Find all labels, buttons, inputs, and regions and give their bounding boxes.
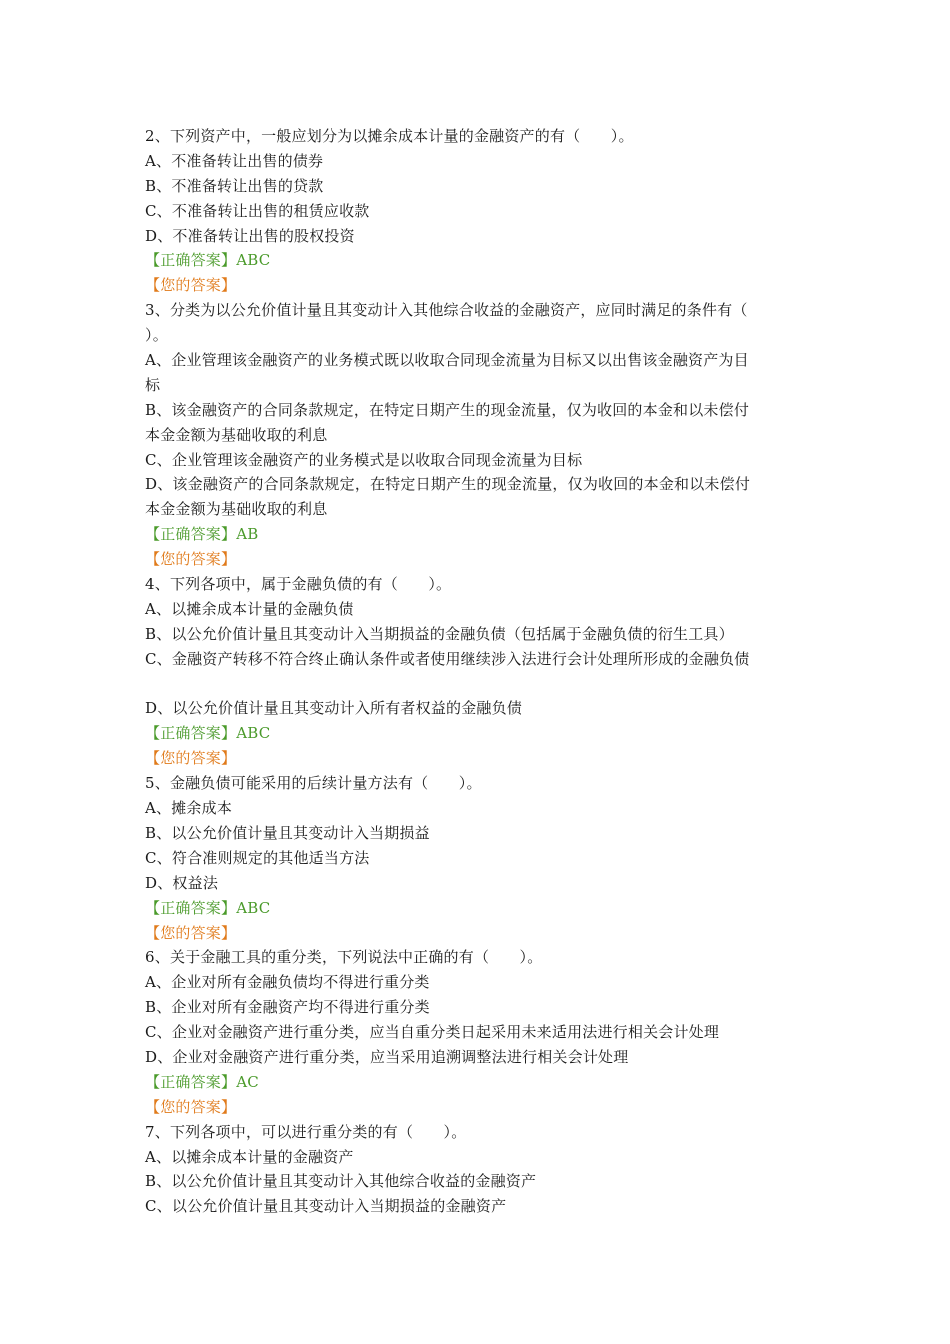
question-list xyxy=(145,124,810,1219)
question-stem: 3、分类为以公允价值计量且其变动计入其他综合收益的金融资产，应同时满足的条件有（ xyxy=(145,301,748,320)
question-stem: 6、关于金融工具的重分类，下列说法中正确的有（ ）。 xyxy=(145,948,543,967)
correct-answer: 【正确答案】AB xyxy=(145,525,259,544)
answer-option: C、符合准则规定的其他适当方法 xyxy=(145,848,370,867)
answer-option: A、企业管理该金融资产的业务模式既以收取合同现金流量为目标又以出售该金融资产为目 xyxy=(145,351,749,370)
answer-option: A、以摊余成本计量的金融负债 xyxy=(145,599,354,618)
question-block xyxy=(145,298,810,572)
answer-option: 本金金额为基础收取的利息 xyxy=(145,500,328,519)
answer-option: D、以公允价值计量且其变动计入所有者权益的金融负债 xyxy=(145,699,523,718)
answer-option: B、以公允价值计量且其变动计入其他综合收益的金融资产 xyxy=(145,1172,537,1191)
answer-option: D、该金融资产的合同条款规定，在特定日期产生的现金流量，仅为收回的本金和以未偿付 xyxy=(145,475,751,494)
question-stem: 2、下列资产中，一般应划分为以摊余成本计量的金融资产的有（ ）。 xyxy=(145,127,634,145)
answer-option: 本金金额为基础收取的利息 xyxy=(145,425,328,444)
your-answer: 【您的答案】 xyxy=(145,923,237,942)
answer-option: 标 xyxy=(145,375,161,394)
question-stem: 7、下列各项中，可以进行重分类的有（ ）。 xyxy=(145,1122,467,1141)
question-stem: 5、金融负债可能采用的后续计量方法有（ ）。 xyxy=(145,774,482,793)
answer-option: D、权益法 xyxy=(145,873,219,892)
answer-option: C、以公允价值计量且其变动计入当期损益的金融资产 xyxy=(145,1197,507,1216)
answer-option: A、摊余成本 xyxy=(145,799,233,818)
answer-option: D、企业对金融资产进行重分类，应当采用追溯调整法进行相关会计处理 xyxy=(145,1047,629,1066)
answer-option: A、不准备转让出售的债券 xyxy=(145,151,324,170)
your-answer: 【您的答案】 xyxy=(145,1097,237,1116)
correct-answer: 【正确答案】ABC xyxy=(145,724,271,743)
answer-option: B、不准备转让出售的贷款 xyxy=(145,176,324,195)
question-block xyxy=(145,572,810,771)
answer-option: C、企业管理该金融资产的业务模式是以收取合同现金流量为目标 xyxy=(145,450,583,469)
answer-option: B、以公允价值计量且其变动计入当期损益 xyxy=(145,823,430,842)
correct-answer: 【正确答案】AC xyxy=(145,1072,259,1091)
question-block xyxy=(145,1120,810,1220)
question-stem: 4、下列各项中，属于金融负债的有（ ）。 xyxy=(145,575,452,594)
answer-option xyxy=(145,672,810,697)
your-answer: 【您的答案】 xyxy=(145,749,237,768)
question-block xyxy=(145,945,810,1119)
answer-option: B、企业对所有金融资产均不得进行重分类 xyxy=(145,998,430,1017)
answer-option: A、以摊余成本计量的金融资产 xyxy=(145,1147,354,1166)
answer-option: A、企业对所有金融负债均不得进行重分类 xyxy=(145,973,430,992)
question-stem: ）。 xyxy=(145,326,168,345)
answer-option: B、以公允价值计量且其变动计入当期损益的金融负债（包括属于金融负债的衍生工具） xyxy=(145,624,734,643)
your-answer: 【您的答案】 xyxy=(145,276,237,295)
answer-option: C、不准备转让出售的租赁应收款 xyxy=(145,201,370,220)
question-block xyxy=(145,771,810,945)
question-block xyxy=(145,124,810,298)
answer-option: C、企业对金融资产进行重分类，应当自重分类日起采用未来适用法进行相关会计处理 xyxy=(145,1023,720,1042)
answer-option: D、不准备转让出售的股权投资 xyxy=(145,226,355,245)
correct-answer: 【正确答案】ABC xyxy=(145,251,271,270)
your-answer: 【您的答案】 xyxy=(145,550,237,569)
answer-option: B、该金融资产的合同条款规定，在特定日期产生的现金流量，仅为收回的本金和以未偿付 xyxy=(145,400,750,419)
correct-answer: 【正确答案】ABC xyxy=(145,898,271,917)
answer-option: C、金融资产转移不符合终止确认条件或者使用继续涉入法进行会计处理所形成的金融负债 xyxy=(145,649,750,668)
